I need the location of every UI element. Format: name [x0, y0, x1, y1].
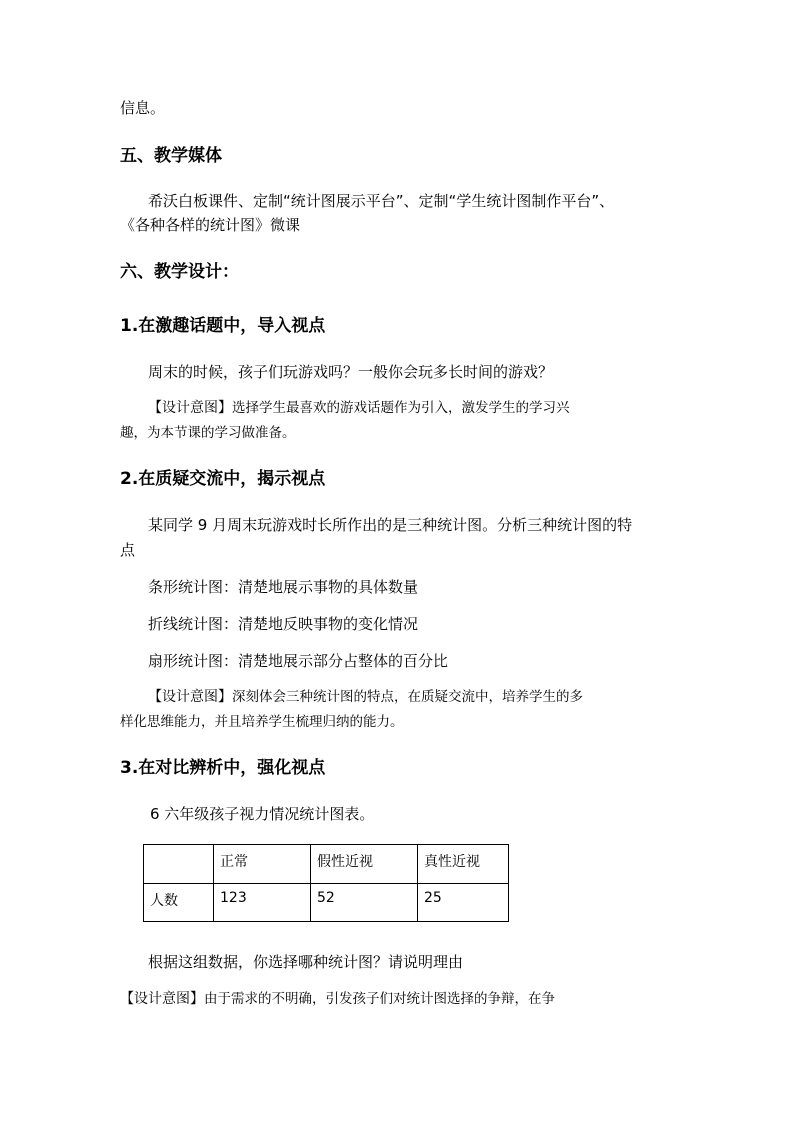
- table-cell: 25: [418, 884, 509, 922]
- step-2-title: 2.在质疑交流中，揭示视点: [120, 469, 326, 489]
- bar-chart-description: 条形统计图：清楚地展示事物的具体数量: [148, 578, 419, 596]
- section-5-title: 五、教学媒体: [120, 146, 222, 166]
- step-2-paragraph-line-1: 某同学 9 月周末玩游戏时长所作出的是三种统计图。分析三种统计图的特: [148, 516, 633, 534]
- line-chart-description: 折线统计图：清楚地反映事物的变化情况: [148, 615, 419, 633]
- design-intent-tag: 【设计意图】: [148, 400, 232, 416]
- step-1-title: 1.在激趣话题中，导入视点: [120, 316, 326, 336]
- table-row: [144, 884, 509, 922]
- step-2-intent-line-1: [148, 687, 583, 707]
- step-1-intent-line-1: [148, 398, 570, 418]
- design-intent-tag: 【设计意图】: [120, 991, 204, 1007]
- table-header-cell: 正常: [214, 845, 311, 884]
- vision-stats-table: [143, 844, 509, 922]
- table-header-cell: 真性近视: [418, 845, 509, 884]
- paragraph-tail: 信息。: [120, 99, 166, 117]
- table-header-cell: 假性近视: [311, 845, 418, 884]
- table-cell: 52: [311, 884, 418, 922]
- step-3-intent-line-1: [120, 989, 555, 1009]
- step-2-intent-text-a: 深刻体会三种统计图的特点，在质疑交流中，培养学生的多: [232, 689, 583, 705]
- section-6-title: 六、教学设计：: [120, 262, 239, 282]
- step-2-paragraph-line-2: 点: [120, 541, 136, 559]
- step-2-intent-line-2: 样化思维能力，并且培养学生梳理归纳的能力。: [120, 714, 404, 730]
- table-cell: 123: [214, 884, 311, 922]
- table-caption: 6 六年级孩子视力情况统计图表。: [150, 805, 375, 823]
- step-1-intent-text-a: 选择学生最喜欢的游戏话题作为引入，激发学生的学习兴: [232, 400, 570, 416]
- step-1-intent-line-2: 趣，为本节课的学习做准备。: [120, 425, 296, 441]
- table-header-cell: [144, 845, 214, 884]
- table-row-label: 人数: [144, 884, 214, 922]
- section-5-line-2: 《各种各样的统计图》微课: [120, 216, 301, 234]
- design-intent-tag: 【设计意图】: [148, 689, 232, 705]
- pie-chart-description: 扇形统计图：清楚地展示部分占整体的百分比: [148, 652, 449, 670]
- step-3-title: 3.在对比辨析中，强化视点: [120, 758, 326, 778]
- step-3-question: 根据这组数据，你选择哪种统计图？请说明理由: [148, 953, 464, 971]
- table-header-row: [144, 845, 509, 884]
- section-5-line-1: 希沃白板课件、定制“统计图展示平台”、定制“学生统计图制作平台”、: [148, 192, 615, 210]
- step-1-question: 周末的时候，孩子们玩游戏吗？一般你会玩多长时间的游戏？: [148, 363, 554, 381]
- step-3-intent-text: 由于需求的不明确，引发孩子们对统计图选择的争辩，在争: [204, 991, 555, 1007]
